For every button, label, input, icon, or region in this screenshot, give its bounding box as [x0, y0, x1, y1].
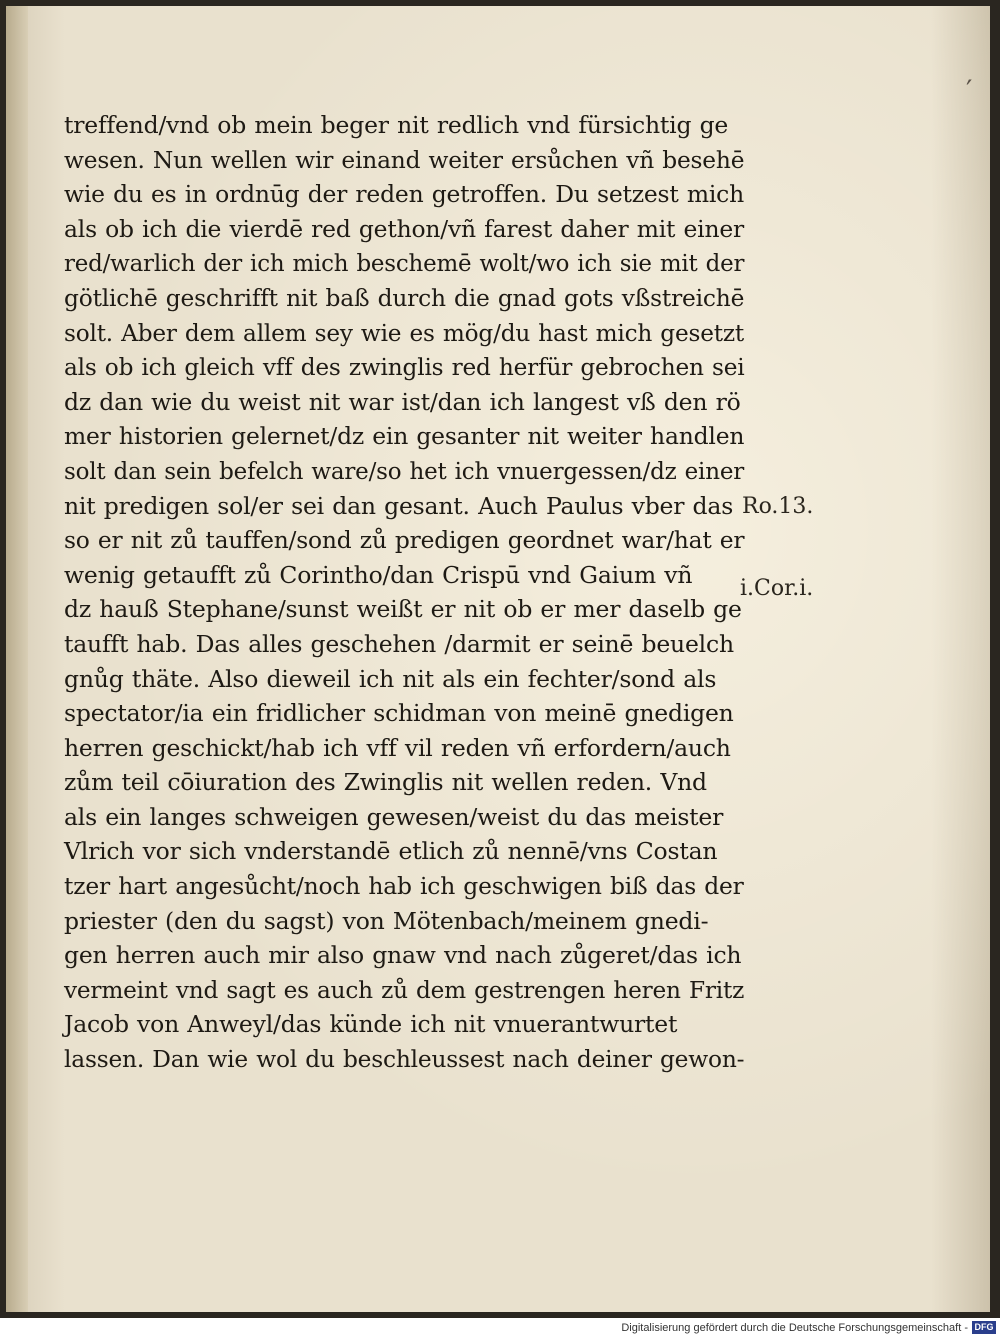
margin-note: i.Cor.i. [740, 576, 814, 601]
text-line: götlichē geschrifft nit baß durch die gnad gots vßstreichē [64, 283, 745, 312]
text-line: wenig getaufft zů Corintho/dan Crispū vnd Gaium vñ [64, 560, 693, 589]
text-line: dz hauß Stephane/sunst weißt er nit ob er mer daselb ge [64, 595, 742, 624]
text-line: gen herren auch mir also gnaw vnd nach zůgeret/das ich [64, 941, 742, 970]
text-line: red/warlich der ich mich beschemē wolt/wo ich sie mit der [64, 249, 745, 278]
text-line: solt. Aber dem allem sey wie es mög/du hast mich gesetzt [64, 318, 744, 347]
text-line: dz dan wie du weist nit war ist/dan ich langest vß den rö [64, 387, 741, 416]
page-text [64, 108, 744, 1077]
footer-credit: Digitalisierung gefördert durch die Deutsche Forschungsgemeinschaft - [621, 1322, 968, 1334]
text-line: tzer hart angesůcht/noch hab ich geschwigen biß das der [64, 872, 744, 901]
margin-note: Ro.13. [742, 494, 814, 519]
text-line: Jacob von Anweyl/das künde ich nit vnuerantwurtet [64, 1010, 678, 1039]
text-line: treffend/vnd ob mein beger nit redlich vnd fürsichtig ge [64, 111, 729, 139]
text-line: wie du es in ordnūg der reden getroffen. Du setzest mich [64, 180, 744, 209]
text-line: Vlrich vor sich vnderstandē etlich zů nennē/vns Costan [64, 837, 718, 866]
text-line: spectator/ia ein fridlicher schidman von meinē gnedigen [64, 699, 734, 728]
text-line: als ein langes schweigen gewesen/weist du das meister [64, 802, 724, 831]
text-line: vermeint vnd sagt es auch zů dem gestrengen heren Fritz [64, 975, 745, 1004]
text-line: priester (den du sagst) von Mötenbach/meinem gnedi- [64, 906, 709, 935]
text-line: solt dan sein befelch ware/so het ich vnuergessen/dz einer [64, 456, 745, 485]
page-edge [6, 6, 28, 1312]
text-line: herren geschickt/hab ich vff vil reden vñ erfordern/auch [64, 733, 731, 762]
text-line: nit predigen sol/er sei dan gesant. Auch Paulus vber das [64, 491, 734, 520]
text-line: als ob ich gleich vff des zwinglis red herfür gebrochen sei [64, 353, 745, 382]
text-line: gnůg thäte. Also dieweil ich nit als ein fechter/sond als [64, 664, 717, 693]
text-line: wesen. Nun wellen wir einand weiter ersůchen vñ besehē [64, 145, 745, 174]
text-line: taufft hab. Das alles geschehen /darmit er seinē beuelch [64, 629, 734, 658]
text-line: als ob ich die vierdē red gethon/vñ farest daher mit einer [64, 214, 745, 243]
text-line: mer historien gelernet/dz ein gesanter nit weiter handlen [64, 422, 745, 451]
text-line: so er nit zů tauffen/sond zů predigen geordnet war/hat er [64, 526, 745, 555]
dfg-logo: DFG [972, 1321, 996, 1334]
text-line: lassen. Dan wie wol du beschleussest nach deiner gewon- [64, 1045, 745, 1074]
text-line: zům teil cōiuration des Zwinglis nit wellen reden. Vnd [64, 768, 707, 797]
ink-spot-icon: ′ [966, 74, 973, 107]
